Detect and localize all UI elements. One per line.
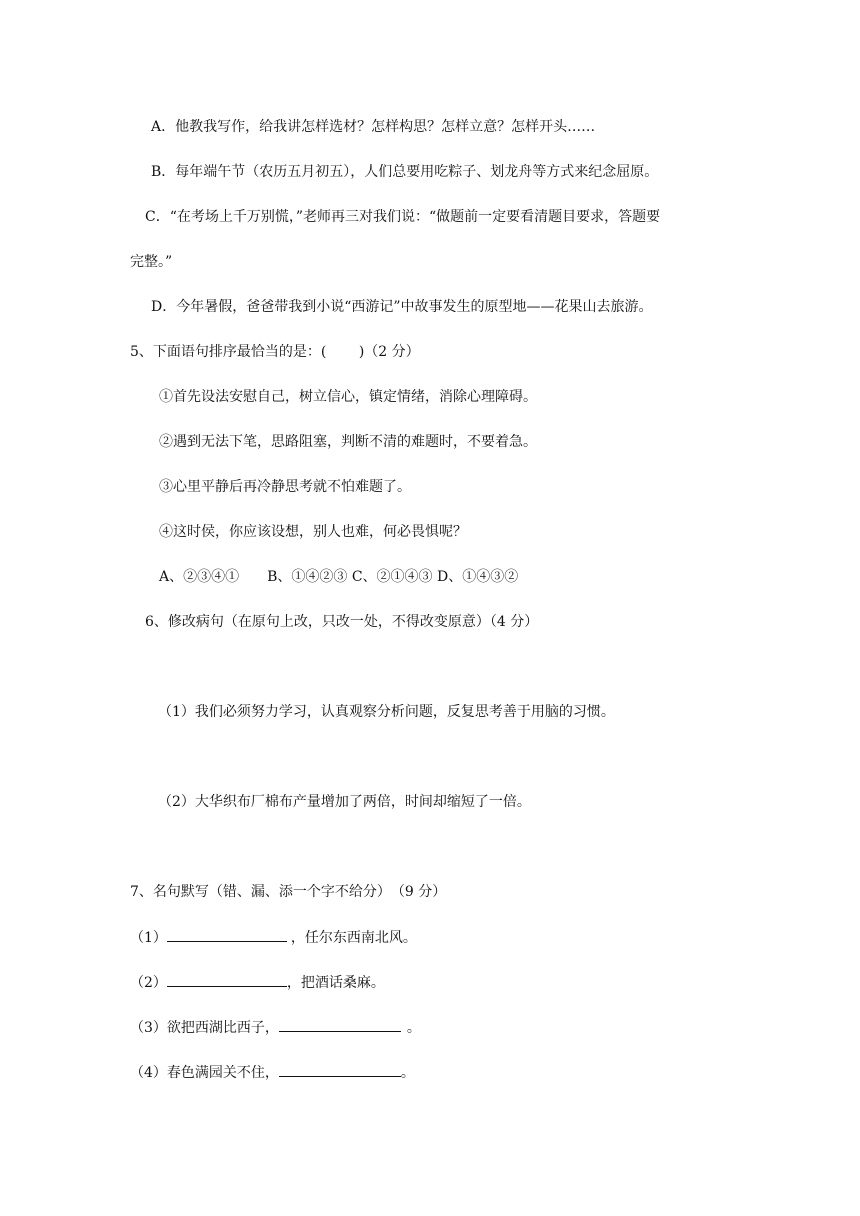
q7-item-3 [130,1017,421,1038]
q6-title: 6、修改病句（在原句上改，只改一处，不得改变原意）（4 分） [145,614,539,630]
q4-option-c: C．“在考场上千万别慌，”老师再三对我们说：“做题前一定要看清题目要求，答题要 [145,209,661,225]
q7-item-text: 。 [400,1065,415,1081]
q7-answer-blank-2[interactable] [167,972,287,987]
q5-choices: A、②③④① B、①④②③ C、②①④③ D、①④③② [159,569,519,585]
q5-sentence-4: ④这时侯，你应该设想，别人也难，何必畏惧呢？ [159,524,467,540]
q7-item-text: ，任尔东西南北风。 [290,930,417,946]
q7-item-1 [130,927,417,948]
q7-item-text: 。 [406,1020,421,1036]
q7-answer-blank-4[interactable] [279,1062,401,1077]
q7-answer-blank-3[interactable] [279,1017,401,1032]
q5-sentence-1: ①首先设法安慰自己，树立信心，镇定情绪，消除心理障碍。 [159,389,537,405]
q7-item-text-before: 春色满园关不住， [166,1065,279,1081]
q5-title: 5、下面语句排序最恰当的是：( )（2 分） [130,344,420,360]
q6-item-2: （2）大华织布厂棉布产量增加了两倍，时间却缩短了一倍。 [158,794,531,810]
q6-item-1: （1）我们必须努力学习，认真观察分析问题，反复思考善于用脑的习惯。 [158,704,615,720]
q7-item-text: ，把酒话桑麻。 [286,975,385,991]
q7-item-number: （3） [130,1020,167,1036]
q7-item-2 [130,972,385,993]
q7-item-number: （2） [130,975,167,991]
q7-item-text-before: 欲把西湖比西子， [166,1020,279,1036]
q4-option-a: A．他教我写作，给我讲怎样选材？怎样构思？怎样立意？怎样开头…… [151,119,596,135]
q4-option-c-continued: 完整。” [130,254,173,270]
q7-item-number: （4） [130,1065,167,1081]
q4-option-b: B．每年端午节（农历五月初五），人们总要用吃粽子、划龙舟等方式来纪念屈原。 [151,164,659,180]
q7-answer-blank-1[interactable] [167,927,287,942]
q4-option-d: D．今年暑假，爸爸带我到小说“西游记”中故事发生的原型地——花果山去旅游。 [151,299,653,315]
q7-title: 7、名句默写（错、漏、添一个字不给分） （9 分） [130,884,447,900]
q5-sentence-3: ③心里平静后再冷静思考就不怕难题了。 [159,479,411,495]
q5-sentence-2: ②遇到无法下笔，思路阻塞，判断不清的难题时，不要着急。 [159,434,537,450]
q7-item-number: （1） [130,930,167,946]
q7-item-4 [130,1062,415,1083]
